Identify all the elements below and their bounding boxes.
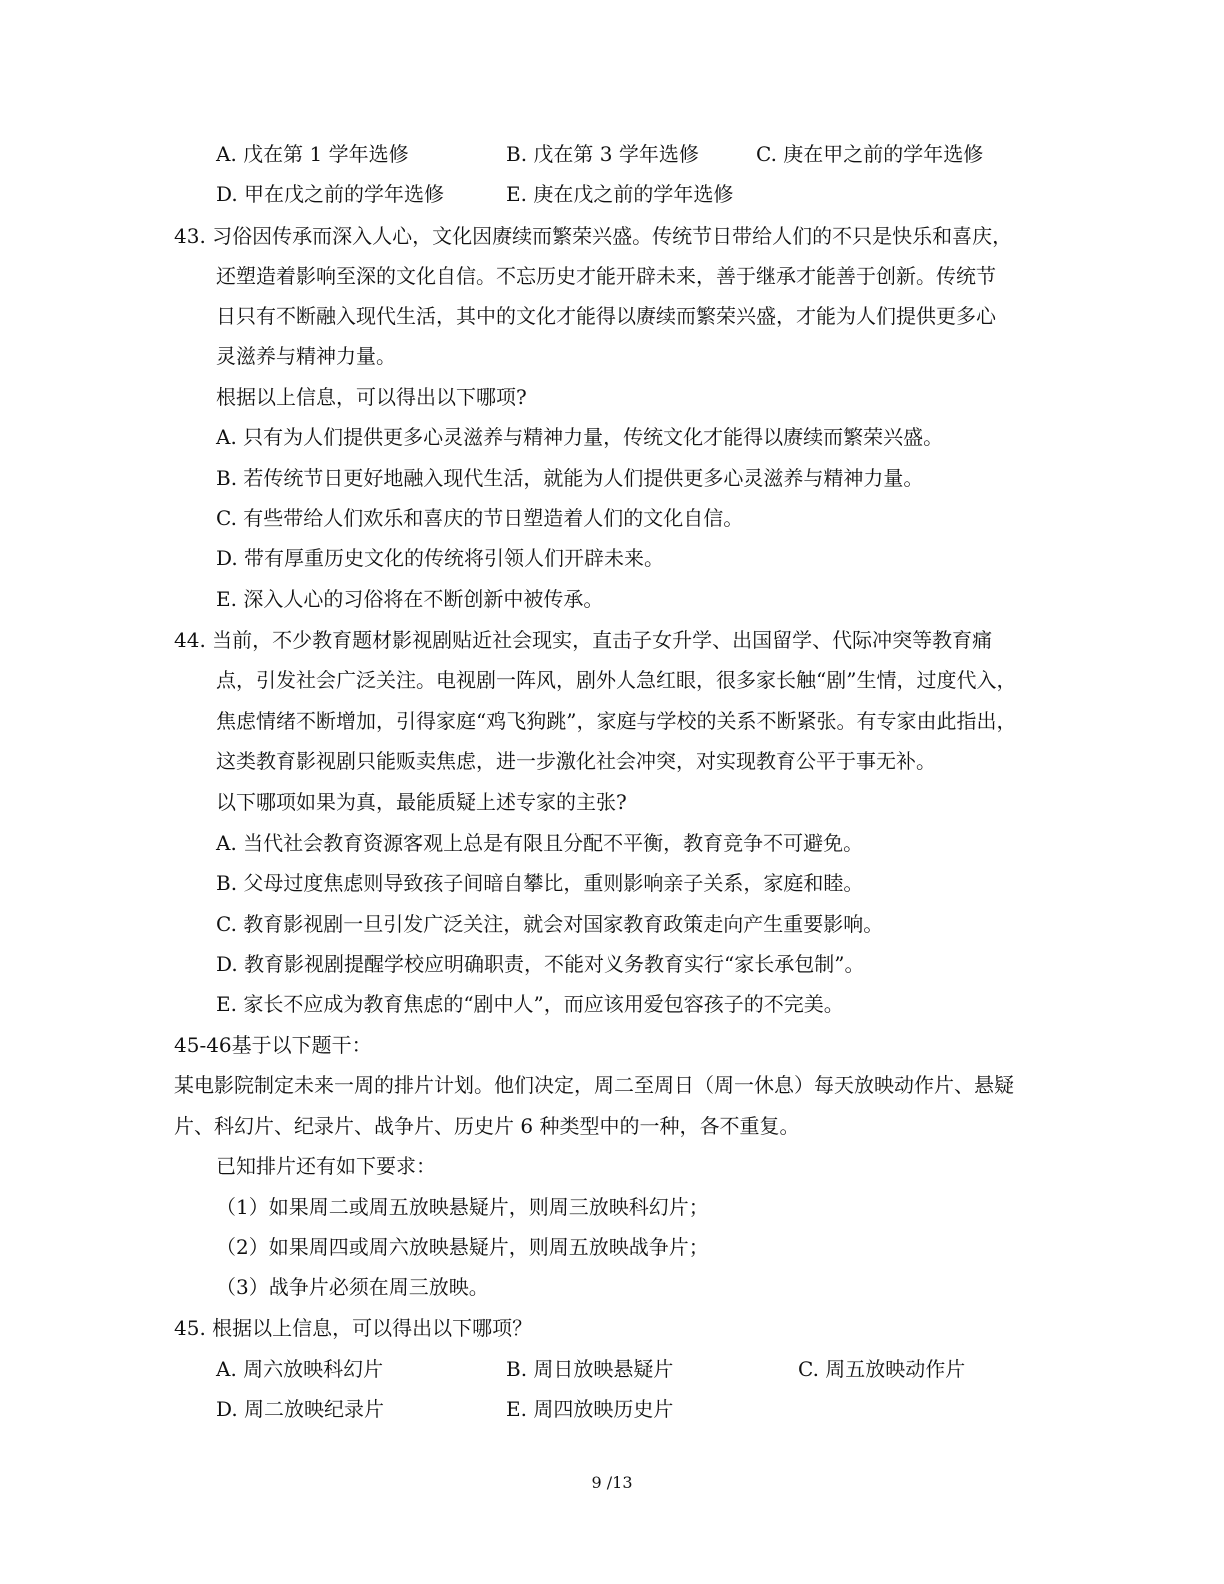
q44-stem-line: 44. 当前，不少教育题材影视剧贴近社会现实，直击子女升学、出国留学、代际冲突等教育痛 bbox=[174, 628, 993, 652]
q43-option-a: A. 只有为人们提供更多心灵滋养与精神力量，传统文化才能得以赓续而繁荣兴盛。 bbox=[216, 425, 944, 449]
q42-option-b: B. 戊在第 3 学年选修 bbox=[506, 142, 699, 166]
q44-stem-line: 点，引发社会广泛关注。电视剧一阵风，剧外人急红眼，很多家长触“剧”生情，过度代入， bbox=[216, 668, 1017, 692]
q42-option-c: C. 庚在甲之前的学年选修 bbox=[756, 142, 984, 166]
q45-option-b: B. 周日放映悬疑片 bbox=[506, 1357, 674, 1381]
q44-option-a: A. 当代社会教育资源客观上总是有限且分配不平衡，教育竞争不可避免。 bbox=[216, 831, 864, 855]
q45-option-e: E. 周四放映历史片 bbox=[506, 1397, 674, 1421]
q43-stem-line: 灵滋养与精神力量。 bbox=[216, 344, 396, 368]
q43-stem-line: 43. 习俗因传承而深入人心，文化因赓续而繁荣兴盛。传统节日带给人们的不只是快乐和喜庆， bbox=[174, 224, 1013, 248]
q44-option-b: B. 父母过度焦虑则导致孩子间暗自攀比，重则影响亲子关系，家庭和睦。 bbox=[216, 871, 864, 895]
q45-46-intro-line: 片、科幻片、纪录片、战争片、历史片 6 种类型中的一种，各不重复。 bbox=[174, 1114, 800, 1138]
q42-option-e: E. 庚在戊之前的学年选修 bbox=[506, 182, 734, 206]
q43-option-e: E. 深入人心的习俗将在不断创新中被传承。 bbox=[216, 587, 604, 611]
q44-option-d: D. 教育影视剧提醒学校应明确职责，不能对义务教育实行“家长承包制”。 bbox=[216, 952, 865, 976]
q45-46-condition-1: （1）如果周二或周五放映悬疑片，则周三放映科幻片； bbox=[216, 1195, 709, 1219]
q43-option-d: D. 带有厚重历史文化的传统将引领人们开辟未来。 bbox=[216, 546, 665, 570]
q44-stem-line: 这类教育影视剧只能贩卖焦虑，进一步激化社会冲突，对实现教育公平于事无补。 bbox=[216, 749, 936, 773]
q45-option-d: D. 周二放映纪录片 bbox=[216, 1397, 385, 1421]
q44-question: 以下哪项如果为真，最能质疑上述专家的主张? bbox=[216, 790, 627, 814]
q43-question: 根据以上信息，可以得出以下哪项? bbox=[216, 385, 527, 409]
q45-46-condition-3: （3）战争片必须在周三放映。 bbox=[216, 1275, 489, 1299]
q45-46-condition-2: （2）如果周四或周六放映悬疑片，则周五放映战争片； bbox=[216, 1235, 709, 1259]
page-number: 9 /13 bbox=[591, 1473, 633, 1492]
q42-option-d: D. 甲在戊之前的学年选修 bbox=[216, 182, 445, 206]
q45-46-known: 已知排片还有如下要求： bbox=[216, 1154, 436, 1178]
q45-stem: 45. 根据以上信息，可以得出以下哪项？ bbox=[174, 1316, 533, 1340]
q45-option-a: A. 周六放映科幻片 bbox=[216, 1357, 384, 1381]
q43-stem-line: 还塑造着影响至深的文化自信。不忘历史才能开辟未来，善于继承才能善于创新。传统节 bbox=[216, 264, 996, 288]
q44-option-c: C. 教育影视剧一旦引发广泛关注，就会对国家教育政策走向产生重要影响。 bbox=[216, 912, 884, 936]
q44-stem-line: 焦虑情绪不断增加，引得家庭“鸡飞狗跳”，家庭与学校的关系不断紧张。有专家由此指出， bbox=[216, 709, 1017, 733]
q43-option-c: C. 有些带给人们欢乐和喜庆的节日塑造着人们的文化自信。 bbox=[216, 506, 744, 530]
q42-option-a: A. 戊在第 1 学年选修 bbox=[216, 142, 409, 166]
q44-option-e: E. 家长不应成为教育焦虑的“剧中人”，而应该用爱包容孩子的不完美。 bbox=[216, 992, 844, 1016]
q43-stem-line: 日只有不断融入现代生活，其中的文化才能得以赓续而繁荣兴盛，才能为人们提供更多心 bbox=[216, 304, 996, 328]
q43-option-b: B. 若传统节日更好地融入现代生活，就能为人们提供更多心灵滋养与精神力量。 bbox=[216, 466, 924, 490]
q45-46-intro-line: 某电影院制定未来一周的排片计划。他们决定，周二至周日（周一休息）每天放映动作片、悬疑 bbox=[174, 1073, 1014, 1097]
q45-option-c: C. 周五放映动作片 bbox=[798, 1357, 966, 1381]
q45-46-heading: 45-46基于以下题干： bbox=[174, 1033, 372, 1057]
